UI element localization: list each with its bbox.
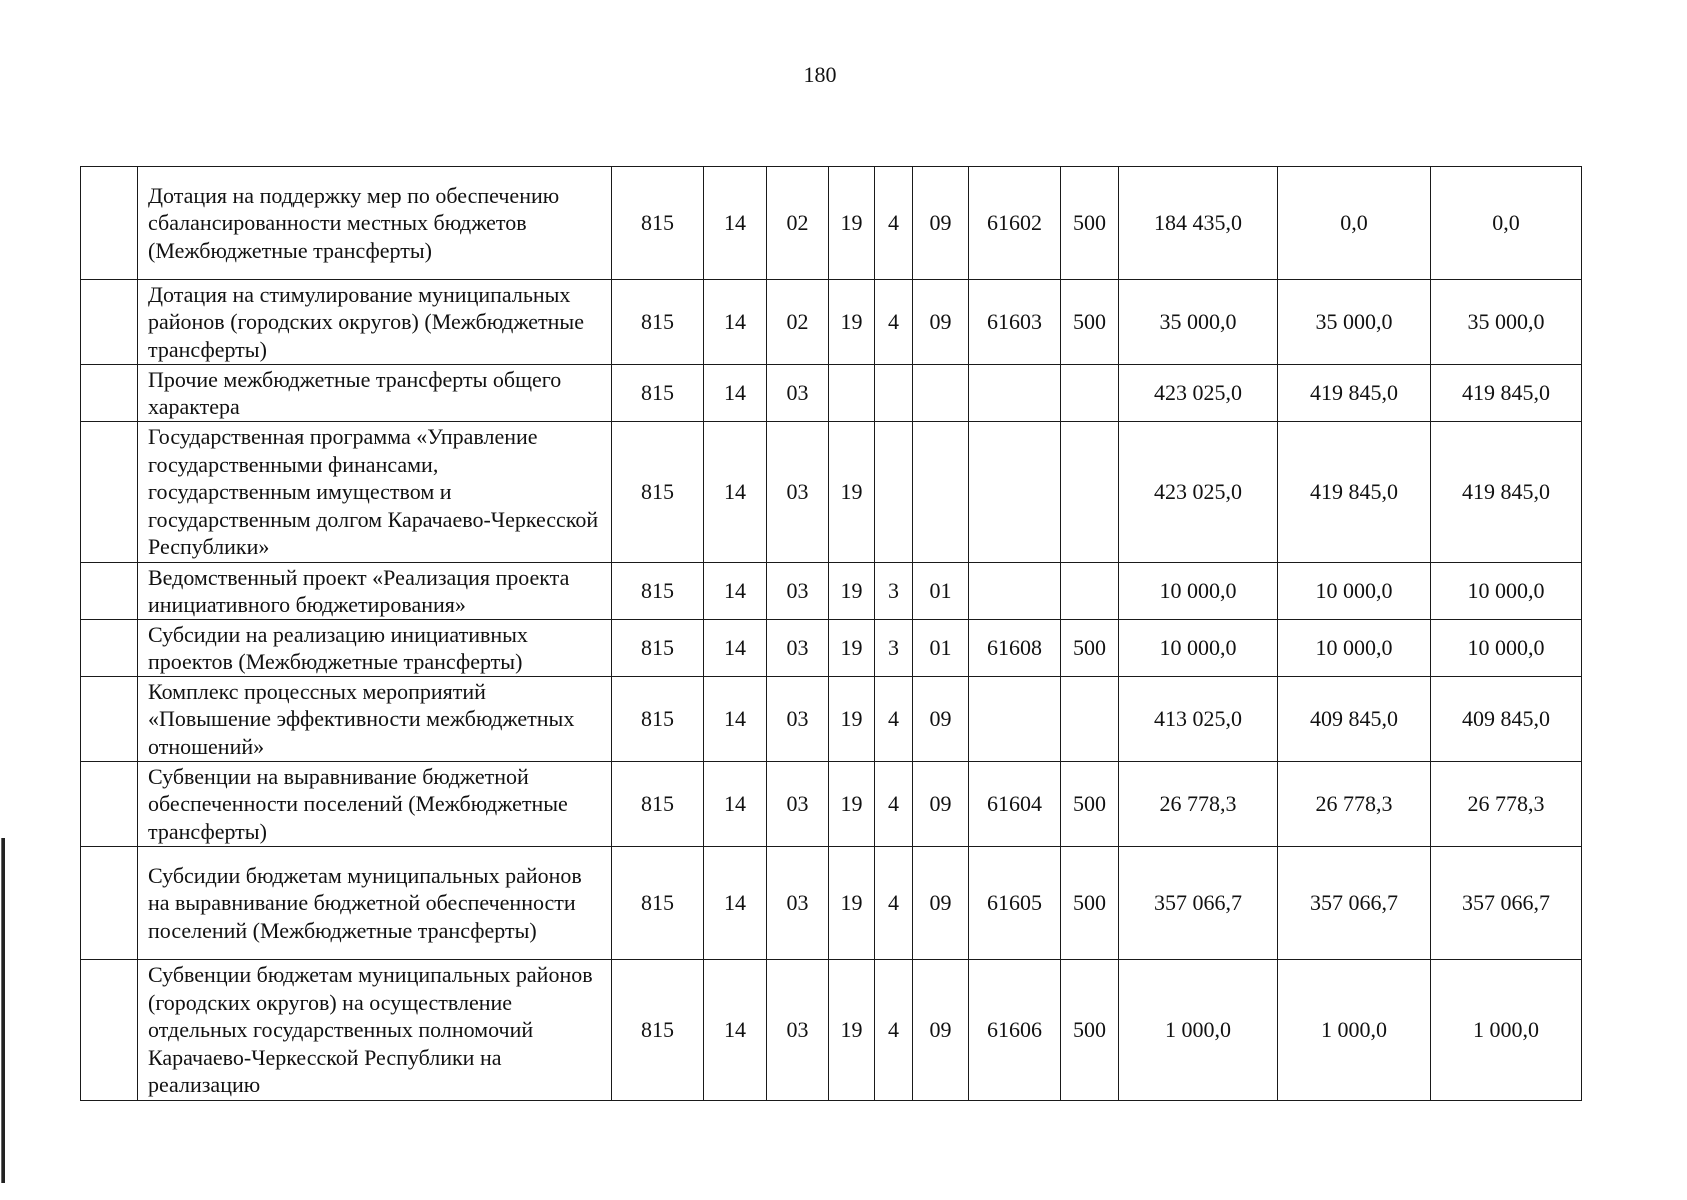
table-row	[81, 563, 1582, 620]
table-row	[81, 677, 1582, 762]
direction-code-cell: 61604	[969, 762, 1061, 847]
expense-type-cell: 500	[1061, 620, 1119, 677]
type-code-cell: 4	[875, 847, 913, 960]
section-code-cell: 14	[704, 365, 767, 422]
type-code-cell	[875, 365, 913, 422]
amount-year-2-cell: 1 000,0	[1278, 960, 1431, 1101]
expense-type-cell: 500	[1061, 280, 1119, 365]
program-code-cell: 19	[829, 563, 875, 620]
subsection-code-cell: 03	[767, 677, 829, 762]
description-cell: Государственная программа «Управление государственными финансами, государственным имуществом и государственным долгом Карачаево-Черкесской Республики»	[138, 422, 612, 563]
type-code-cell	[875, 422, 913, 563]
amount-year-2-cell: 357 066,7	[1278, 847, 1431, 960]
program-code-cell: 19	[829, 960, 875, 1101]
direction-code-cell: 61602	[969, 167, 1061, 280]
amount-year-3-cell: 0,0	[1431, 167, 1582, 280]
amount-year-2-cell: 10 000,0	[1278, 563, 1431, 620]
subsection-code-cell: 03	[767, 563, 829, 620]
row-number-cell	[81, 960, 138, 1101]
element-code-cell: 09	[913, 762, 969, 847]
program-code-cell: 19	[829, 677, 875, 762]
amount-year-1-cell: 423 025,0	[1119, 422, 1278, 563]
table-row	[81, 620, 1582, 677]
expense-type-cell: 500	[1061, 847, 1119, 960]
ministry-code-cell: 815	[612, 563, 704, 620]
description-cell: Дотация на поддержку мер по обеспечению сбалансированности местных бюджетов (Межбюджетные трансферты)	[138, 167, 612, 280]
type-code-cell: 3	[875, 563, 913, 620]
subsection-code-cell: 03	[767, 847, 829, 960]
type-code-cell: 4	[875, 167, 913, 280]
description-cell: Комплекс процессных мероприятий «Повышение эффективности межбюджетных отношений»	[138, 677, 612, 762]
row-number-cell	[81, 620, 138, 677]
table-row	[81, 960, 1582, 1101]
subsection-code-cell: 03	[767, 960, 829, 1101]
direction-code-cell	[969, 422, 1061, 563]
direction-code-cell	[969, 365, 1061, 422]
description-cell: Ведомственный проект «Реализация проекта инициативного бюджетирования»	[138, 563, 612, 620]
direction-code-cell	[969, 563, 1061, 620]
budget-table	[80, 166, 1582, 1101]
program-code-cell: 19	[829, 422, 875, 563]
amount-year-3-cell: 357 066,7	[1431, 847, 1582, 960]
expense-type-cell	[1061, 422, 1119, 563]
row-number-cell	[81, 847, 138, 960]
subsection-code-cell: 03	[767, 762, 829, 847]
subsection-code-cell: 02	[767, 167, 829, 280]
row-number-cell	[81, 677, 138, 762]
amount-year-1-cell: 357 066,7	[1119, 847, 1278, 960]
amount-year-1-cell: 35 000,0	[1119, 280, 1278, 365]
section-code-cell: 14	[704, 563, 767, 620]
description-cell: Субсидии на реализацию инициативных проектов (Межбюджетные трансферты)	[138, 620, 612, 677]
direction-code-cell: 61606	[969, 960, 1061, 1101]
amount-year-2-cell: 419 845,0	[1278, 365, 1431, 422]
program-code-cell: 19	[829, 847, 875, 960]
element-code-cell: 09	[913, 167, 969, 280]
element-code-cell: 01	[913, 563, 969, 620]
program-code-cell: 19	[829, 762, 875, 847]
amount-year-3-cell: 409 845,0	[1431, 677, 1582, 762]
table-row	[81, 847, 1582, 960]
amount-year-3-cell: 1 000,0	[1431, 960, 1582, 1101]
expense-type-cell	[1061, 563, 1119, 620]
type-code-cell: 3	[875, 620, 913, 677]
ministry-code-cell: 815	[612, 422, 704, 563]
subsection-code-cell: 03	[767, 422, 829, 563]
element-code-cell: 09	[913, 847, 969, 960]
row-number-cell	[81, 762, 138, 847]
amount-year-1-cell: 10 000,0	[1119, 620, 1278, 677]
expense-type-cell: 500	[1061, 167, 1119, 280]
section-code-cell: 14	[704, 847, 767, 960]
amount-year-3-cell: 35 000,0	[1431, 280, 1582, 365]
section-code-cell: 14	[704, 167, 767, 280]
ministry-code-cell: 815	[612, 960, 704, 1101]
program-code-cell: 19	[829, 167, 875, 280]
amount-year-1-cell: 423 025,0	[1119, 365, 1278, 422]
type-code-cell: 4	[875, 762, 913, 847]
expense-type-cell: 500	[1061, 960, 1119, 1101]
element-code-cell: 01	[913, 620, 969, 677]
subsection-code-cell: 02	[767, 280, 829, 365]
element-code-cell: 09	[913, 960, 969, 1101]
amount-year-1-cell: 1 000,0	[1119, 960, 1278, 1101]
section-code-cell: 14	[704, 422, 767, 563]
amount-year-1-cell: 413 025,0	[1119, 677, 1278, 762]
element-code-cell	[913, 365, 969, 422]
amount-year-2-cell: 10 000,0	[1278, 620, 1431, 677]
ministry-code-cell: 815	[612, 620, 704, 677]
direction-code-cell: 61603	[969, 280, 1061, 365]
direction-code-cell: 61605	[969, 847, 1061, 960]
table-row	[81, 167, 1582, 280]
expense-type-cell	[1061, 677, 1119, 762]
program-code-cell: 19	[829, 620, 875, 677]
amount-year-2-cell: 35 000,0	[1278, 280, 1431, 365]
table-row	[81, 365, 1582, 422]
table-row	[81, 422, 1582, 563]
amount-year-2-cell: 409 845,0	[1278, 677, 1431, 762]
expense-type-cell	[1061, 365, 1119, 422]
program-code-cell: 19	[829, 280, 875, 365]
ministry-code-cell: 815	[612, 167, 704, 280]
description-cell: Субсидии бюджетам муниципальных районов на выравнивание бюджетной обеспеченности поселений (Межбюджетные трансферты)	[138, 847, 612, 960]
ministry-code-cell: 815	[612, 280, 704, 365]
type-code-cell: 4	[875, 280, 913, 365]
description-cell: Прочие межбюджетные трансферты общего характера	[138, 365, 612, 422]
row-number-cell	[81, 422, 138, 563]
ministry-code-cell: 815	[612, 365, 704, 422]
description-cell: Дотация на стимулирование муниципальных районов (городских округов) (Межбюджетные трансферты)	[138, 280, 612, 365]
section-code-cell: 14	[704, 762, 767, 847]
row-number-cell	[81, 563, 138, 620]
section-code-cell: 14	[704, 677, 767, 762]
expense-type-cell: 500	[1061, 762, 1119, 847]
amount-year-3-cell: 26 778,3	[1431, 762, 1582, 847]
element-code-cell: 09	[913, 280, 969, 365]
row-number-cell	[81, 365, 138, 422]
table-row	[81, 762, 1582, 847]
element-code-cell: 09	[913, 677, 969, 762]
amount-year-3-cell: 419 845,0	[1431, 365, 1582, 422]
table-row	[81, 280, 1582, 365]
type-code-cell: 4	[875, 960, 913, 1101]
program-code-cell	[829, 365, 875, 422]
type-code-cell: 4	[875, 677, 913, 762]
description-cell: Субвенции на выравнивание бюджетной обеспеченности поселений (Межбюджетные трансферты)	[138, 762, 612, 847]
amount-year-1-cell: 10 000,0	[1119, 563, 1278, 620]
row-number-cell	[81, 167, 138, 280]
ministry-code-cell: 815	[612, 677, 704, 762]
page-number: 180	[803, 62, 837, 87]
amount-year-3-cell: 10 000,0	[1431, 563, 1582, 620]
amount-year-1-cell: 26 778,3	[1119, 762, 1278, 847]
description-cell: Субвенции бюджетам муниципальных районов (городских округов) на осуществление отдельных государственных полномочий Карачаево-Черкесской Республики на реализацию	[138, 960, 612, 1101]
element-code-cell	[913, 422, 969, 563]
amount-year-2-cell: 0,0	[1278, 167, 1431, 280]
row-number-cell	[81, 280, 138, 365]
ministry-code-cell: 815	[612, 762, 704, 847]
direction-code-cell	[969, 677, 1061, 762]
section-code-cell: 14	[704, 280, 767, 365]
amount-year-1-cell: 184 435,0	[1119, 167, 1278, 280]
amount-year-2-cell: 26 778,3	[1278, 762, 1431, 847]
amount-year-3-cell: 10 000,0	[1431, 620, 1582, 677]
direction-code-cell: 61608	[969, 620, 1061, 677]
ministry-code-cell: 815	[612, 847, 704, 960]
amount-year-2-cell: 419 845,0	[1278, 422, 1431, 563]
subsection-code-cell: 03	[767, 365, 829, 422]
section-code-cell: 14	[704, 620, 767, 677]
scan-edge-bar	[2, 838, 5, 1183]
amount-year-3-cell: 419 845,0	[1431, 422, 1582, 563]
section-code-cell: 14	[704, 960, 767, 1101]
subsection-code-cell: 03	[767, 620, 829, 677]
